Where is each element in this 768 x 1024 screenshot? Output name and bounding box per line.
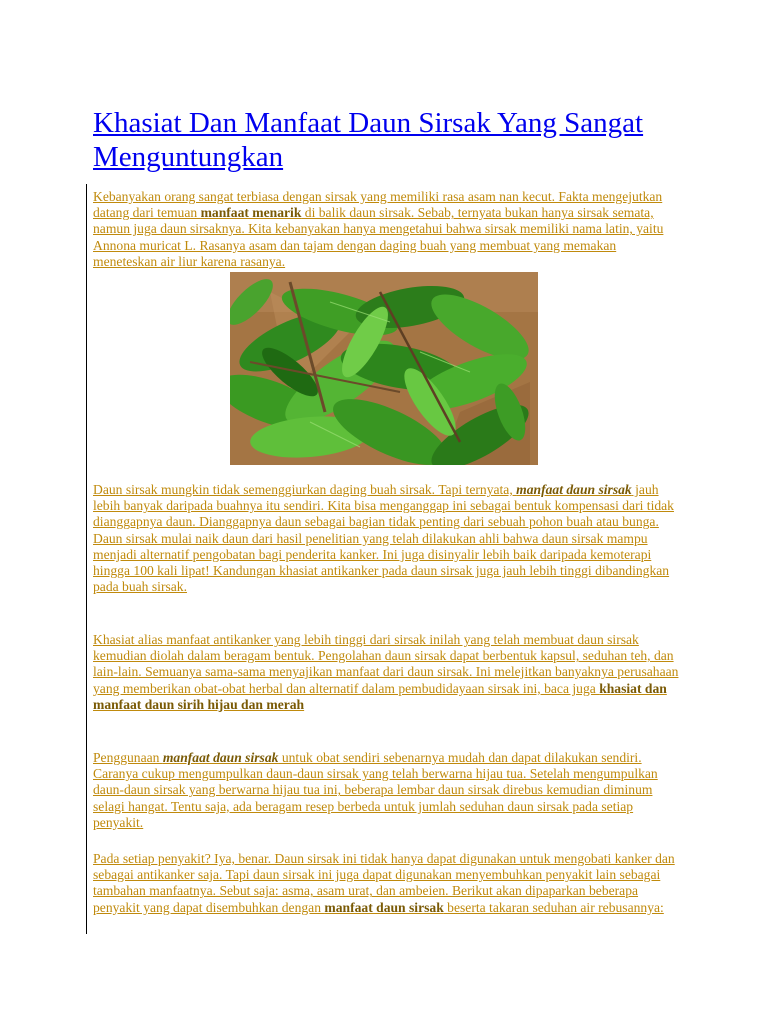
paragraph-text: di balik daun sirsak. Sebab, ternyata bukan hanya sirsak semata, namun juga daun sirsaknya. Kita kebanyakan hanya mengetahui bahwa sirsak memiliki nama latin, yaitu Annona muricat L. Rasanya asam dan tajam dengan daging buah yang membuat yang memakan meneteskan air liur karena rasanya. <box>93 205 664 269</box>
keyword-link[interactable]: manfaat daun sirsak <box>324 899 444 915</box>
paragraph-text: jauh lebih banyak daripada buahnya itu sendiri. Kita bisa menganggap ini sebagai bentuk kompensasi dari tidak dianggapnya daun. Dianggapnya daun sebagai bagian tidak penting dari sebuah pohon buah atau bunga. Daun sirsak mulai naik daun dari hasil penelitian yang telah dilakukan ahli bahwa daun sirsak mampu menjadi alternatif pengobatan bagi penderita kanker. Ini juga disinyalir lebih baik daripada kemoterapi hingga 100 kali lipat! Kandungan khasiat antikanker pada daun sirsak juga jauh lebih tinggi dibandingkan pada buah sirsak. <box>93 482 674 595</box>
related-article-link[interactable]: khasiat dan manfaat daun sirih hijau dan merah <box>93 680 667 712</box>
paragraph-text: Penggunaan <box>93 750 163 765</box>
paragraph-text: Kebanyakan orang sangat terbiasa dengan sirsak yang memiliki rasa asam nan kecut. Fakta mengejutkan datang dari temuan <box>93 189 663 221</box>
keyword-link[interactable]: manfaat menarik <box>200 205 302 221</box>
paragraph-text: Khasiat alias manfaat antikanker yang lebih tinggi dari sirsak inilah yang telah membuat daun sirsak kemudian diolah dalam beragam bentuk. Pengolahan daun sirsak dapat berbentuk kapsul, seduhan teh, dan lain-lain. Semuanya sama-sama menyajikan manfaat dari daun sirsak. Ini melejitkan banyaknya perusahaan yang memberikan obat-obat herbal dan alternatif dalam pembudidayaan sirsak ini, baca juga <box>93 632 679 696</box>
soursop-leaves-photo <box>230 272 538 465</box>
paragraph-text: untuk obat sendiri sebenarnya mudah dan dapat dilakukan sendiri. Caranya cukup mengumpulkan daun-daun sirsak yang telah berwarna hijau tua. Setelah mengumpulkan daun-daun sirsak yang berwarna hijau tua ini, beberapa lembar daun sirsak direbus kemudian diminum selagi hangat. Tentu saja, ada beragam resep berbeda untuk jumlah seduhan daun sirsak pada setiap penyakit. <box>93 750 658 830</box>
paragraph-text: Pada setiap penyakit? Iya, benar. Daun sirsak ini tidak hanya dapat digunakan untuk mengobati kanker dan sebagai antikanker saja. Tapi daun sirsak ini juga dapat digunakan menyembuhkan penyakit lain sebagai tambahan manfaatnya. Sebut saja: asma, asam urat, dan ambeien. Berikut akan dipaparkan beberapa penyakit yang dapat disembuhkan dengan <box>93 851 675 915</box>
keyword-link[interactable]: manfaat daun sirsak <box>516 482 632 497</box>
keyword-link[interactable]: manfaat daun sirsak <box>162 750 279 765</box>
soursop-leaves-illustration <box>230 272 538 465</box>
paragraph-intro[interactable] <box>93 189 679 270</box>
paragraph-3[interactable] <box>93 632 679 713</box>
paragraph-text: beserta takaran seduhan air rebusannya: <box>443 899 664 915</box>
paragraph-text: Daun sirsak mungkin tidak semenggiurkan daging buah sirsak. Tapi ternyata, <box>93 482 517 497</box>
paragraph-2[interactable] <box>93 482 679 595</box>
article-title-link[interactable]: Khasiat Dan Manfaat Daun Sirsak Yang Sangat Menguntungkan <box>93 107 644 173</box>
paragraph-4[interactable] <box>93 750 679 831</box>
paragraph-5[interactable] <box>93 851 679 916</box>
left-margin-rule <box>86 184 87 934</box>
